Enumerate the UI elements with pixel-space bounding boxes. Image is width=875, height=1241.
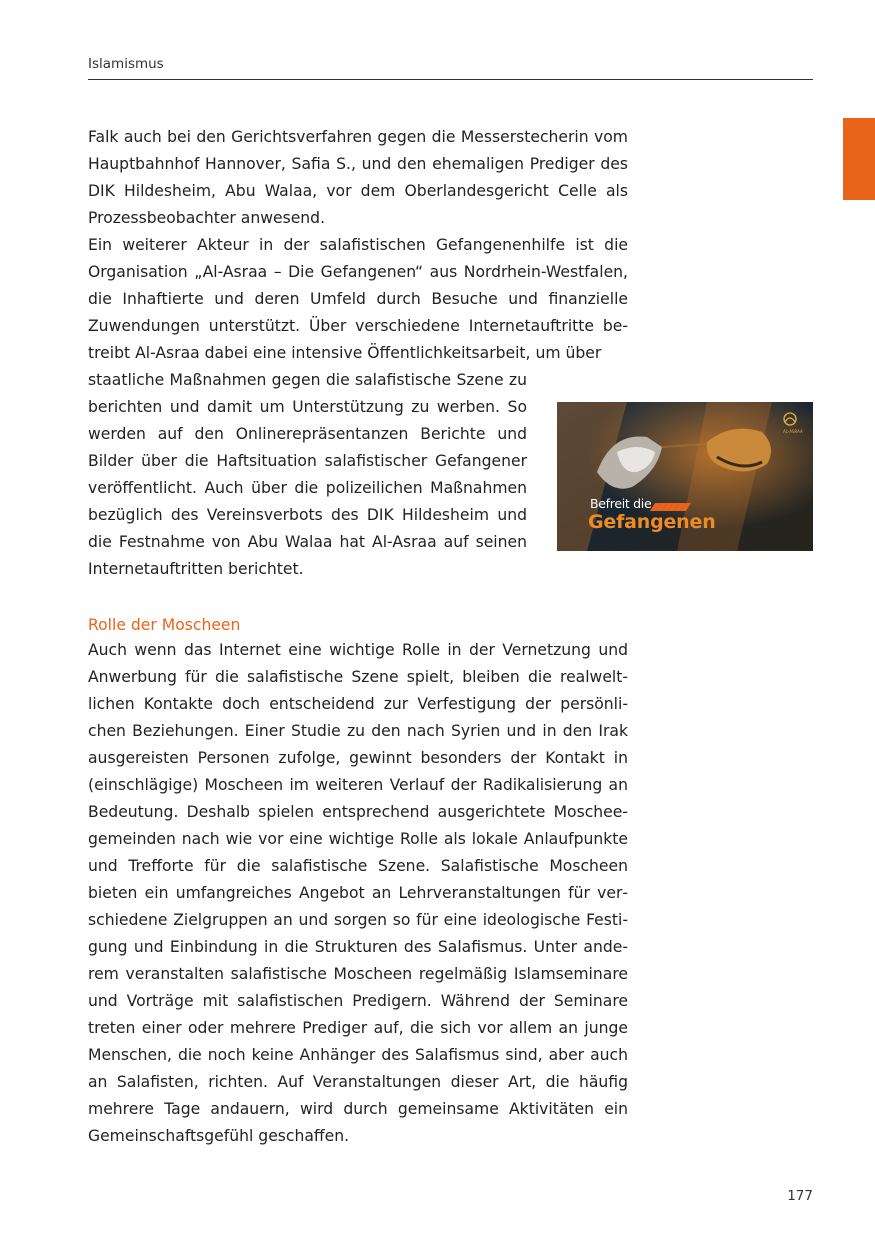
header-rule <box>88 79 813 80</box>
prisoner-support-image <box>557 402 813 551</box>
paragraph-2: Ein weiterer Akteur in der salafistischen Gefangenenhilfe ist die Organisation „Al-Asraa – Die Gefangenen“ aus Nordrhein-Westfalen, die Inhaftierte und deren Umfeld durch Besuche und finanzielle Zuwendungen unterstützt. Über verschiedene Internetauftritte betreibt Al-Asraa dabei eine intensive Öffentlichkeitsarbeit, um über <box>88 236 628 362</box>
page-number: 177 <box>787 1188 813 1204</box>
section-heading: Rolle der Moscheen <box>88 616 241 634</box>
image-caption-line-1: Befreit die <box>590 496 652 511</box>
image-caption-line-2: Gefangenen <box>588 511 716 533</box>
paragraph-1: Falk auch bei den Gerichtsverfahren gegen die Messerstecherin vom Hauptbahnhof Hannover, Safia S., und den ehemaligen Prediger des DIK Hildesheim, Abu Walaa, vor dem Oberlandesgericht Celle als Prozessbeobachter anwesend. <box>88 128 628 227</box>
paragraph-2-continued: staatliche Maßnahmen gegen die salafistische Szene zu berichten und damit um Unterstützung zu werben. So werden auf den Onlinerepräsentanzen Berichte und Bilder über die Haftsituation salafistischer Gefangener veröffentlicht. Auch über die polizeilichen Maßnahmen bezüglich des Vereinsverbots des DIK Hildesheim und die Festnahme von Abu Walaa hat Al-Asraa auf seinen Internetauftritten berichtet. <box>88 371 527 578</box>
text-column-top <box>88 124 628 367</box>
section-paragraph: Auch wenn das Internet eine wichtige Rolle in der Vernetzung und Anwerbung für die salafistische Szene spielt, bleiben die realweltlichen Kontakte doch entscheidend zur Verfestigung der persönlichen Beziehungen. Einer Studie zu den nach Syrien und in den Irak ausgereisten Personen zufolge, gewinnt besonders der Kontakt in (einschlägige) Moscheen im weiteren Verlauf der Radikalisierung an Bedeutung. Deshalb spielen entsprechend ausgerichtete Moscheegemeinden nach wie vor eine wichtige Rolle als lokale Anlaufpunkte und Trefforte für die salafistische Szene. Salafistische Moscheen bieten ein umfangreiches Angebot an Lehrveranstaltungen für verschiedene Zielgruppen an und sorgen so für eine ideologische Festigung und Einbindung in die Strukturen des Salafismus. Unter anderem veranstalten salafistische Moscheen regelmäßig Islamseminare und Vorträge mit salafistischen Predigern. Während der Seminare treten einer oder mehrere Prediger auf, die sich vor allem an junge Menschen, die noch keine Anhänger des Salafismus sind, aber auch an Salafisten, richten. Auf Veranstaltungen dieser Art, die häufig mehrere Tage andauern, wird durch gemeinsame Aktivitäten ein Gemeinschaftsgefühl geschaffen. <box>88 641 628 1145</box>
text-column-section <box>88 637 628 1150</box>
text-column-wrapped <box>88 367 527 583</box>
section-color-tab <box>843 118 875 200</box>
running-header: Islamismus <box>88 56 164 72</box>
svg-text:AL-ASRAA: AL-ASRAA <box>783 429 803 434</box>
